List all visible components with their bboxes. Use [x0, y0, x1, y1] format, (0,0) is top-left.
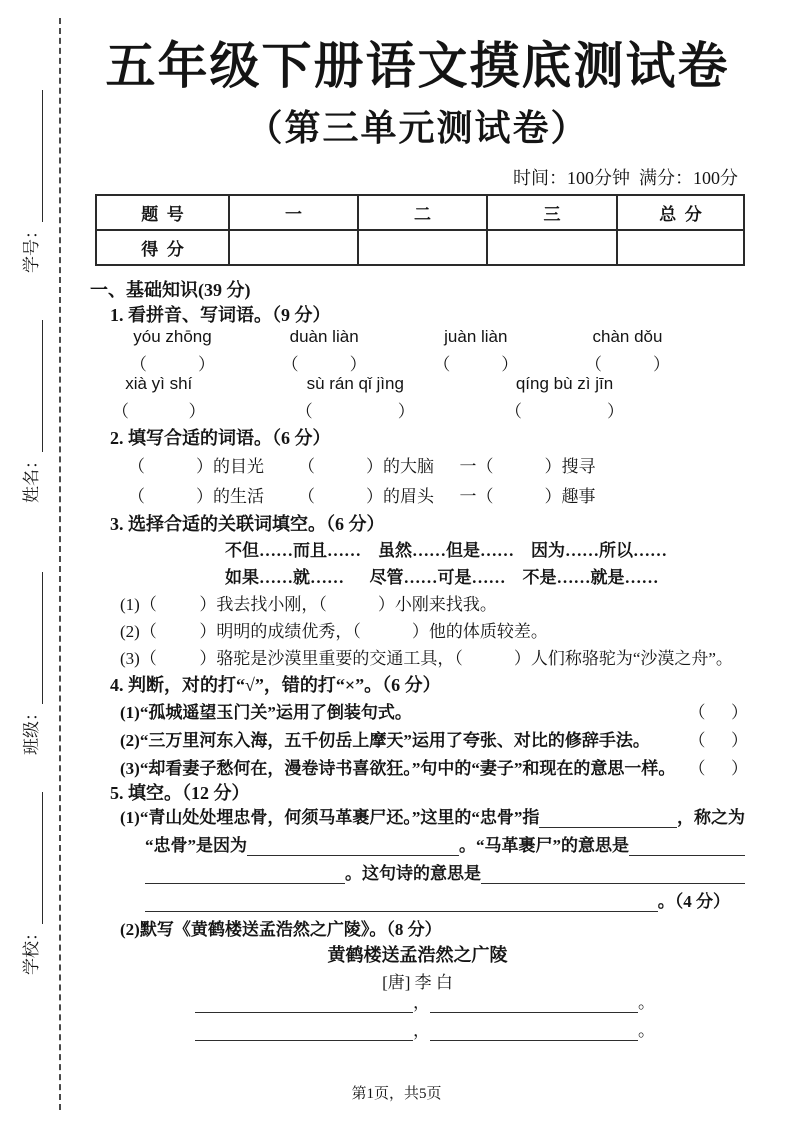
- q5-fill-line-3: [145, 859, 745, 884]
- fill-blank-underline: [481, 863, 745, 884]
- pinyin-item: [585, 327, 670, 375]
- student-number-blank-line: [24, 90, 43, 222]
- q4-item-text: (3)“却看妻子愁何在，漫卷诗书喜欲狂。”句中的“妻子”和现在的意思一样。: [120, 759, 676, 778]
- pinyin-text: qíng bù zì jīn: [515, 374, 614, 393]
- verse-comma: ，: [413, 993, 430, 1012]
- score-cell-part1: [229, 230, 358, 265]
- pinyin-text: sù rán qǐ jìng: [306, 374, 404, 393]
- word-bank-line-1: 不但……而且…… 虽然……但是…… 因为……所以……: [225, 541, 667, 560]
- q3-item-3: (3)（ ）骆驼是沙漠里重要的交通工具，（ ）人们称骆驼为“沙漠之舟”。: [120, 649, 733, 668]
- score-table-header-row: [96, 195, 744, 230]
- score-table-header-total: 总 分: [617, 195, 744, 230]
- verse-underline: [430, 992, 638, 1013]
- q5-fill-line-2: [145, 831, 745, 856]
- page-subtitle: （第三单元测试卷）: [246, 108, 589, 148]
- question-2-heading: 2. 填写合适的词语。（6 分）: [110, 428, 331, 448]
- school-label: 学校：: [22, 924, 41, 975]
- score-table-header-part1: 一: [229, 195, 358, 230]
- verse-blank-line-2: [195, 1016, 655, 1041]
- q4-item-3: [120, 754, 748, 779]
- q5-text-segment: 。“马革裹尸”的意思是: [459, 836, 629, 855]
- pinyin-text: xià yì shí: [125, 374, 193, 393]
- q3-item-2: (2)（ ）明明的成绩优秀，（ ）他的体质较差。: [120, 622, 548, 641]
- q5-text-segment: “忠骨”是因为: [145, 836, 247, 855]
- q4-answer-parens: （ ）: [688, 759, 748, 778]
- q4-answer-parens: （ ）: [688, 703, 748, 722]
- page-footer: 第1页，共5页: [351, 1086, 442, 1102]
- pinyin-item: [130, 327, 215, 375]
- score-cell-total: [617, 230, 744, 265]
- q4-item-text: (2)“三万里河东入海，五千仞岳上摩天”运用了夸张、对比的修辞手法。: [120, 731, 650, 750]
- pinyin-item: [433, 327, 518, 375]
- pinyin-answer-blank: （ ）: [112, 402, 206, 421]
- q4-item-1: [120, 698, 748, 723]
- pinyin-item: [282, 327, 367, 375]
- name-label: 姓名：: [22, 452, 41, 503]
- fill-blank-underline: [539, 807, 677, 828]
- class-blank-line: [24, 572, 43, 704]
- word-bank-line-2: 如果……就…… 尽管……可是…… 不是……就是……: [225, 568, 659, 587]
- q4-item-2: [120, 726, 748, 751]
- pinyin-text: duàn liàn: [289, 327, 359, 346]
- score-table: [95, 194, 745, 266]
- pinyin-item: [112, 374, 206, 422]
- poem-author: [唐] 李 白: [382, 973, 453, 992]
- fill-blank-underline: [145, 863, 345, 884]
- exam-time-score-meta: 时间：100分钟 满分：100分: [513, 168, 738, 188]
- sidebar-field-school: [0, 868, 126, 975]
- verse-period: 。: [638, 1021, 655, 1040]
- pinyin-row-2: [112, 374, 624, 422]
- pinyin-answer-blank: （ ）: [433, 355, 519, 374]
- verse-underline: [195, 1020, 413, 1041]
- pinyin-item: [505, 374, 624, 422]
- name-blank-line: [24, 320, 43, 452]
- score-table-header-part2: 二: [358, 195, 487, 230]
- verse-underline: [430, 1020, 638, 1041]
- pinyin-answer-blank: （ ）: [295, 402, 415, 421]
- verse-underline: [195, 992, 413, 1013]
- pinyin-answer-blank: （ ）: [505, 402, 624, 421]
- section-1-heading: 一、基础知识(39 分): [90, 280, 251, 300]
- pinyin-row-1: [130, 327, 670, 375]
- question-1-heading: 1. 看拼音、写词语。（9 分）: [110, 305, 331, 325]
- question-3-heading: 3. 选择合适的关联词填空。（6 分）: [110, 514, 385, 534]
- sidebar-field-name: [0, 396, 126, 503]
- page-title: 五年级下册语文摸底测试卷: [105, 38, 730, 94]
- q5-points-note: 。（4 分）: [657, 892, 730, 911]
- fill-blank-underline: [145, 891, 658, 912]
- class-label: 班级：: [22, 704, 41, 755]
- question-4-heading: 4. 判断，对的打“√”，错的打“×”。（6 分）: [110, 675, 441, 695]
- verse-comma: ，: [413, 1021, 430, 1040]
- score-table-header-question: 题 号: [96, 195, 229, 230]
- pinyin-item: [296, 374, 415, 422]
- q5-text-segment: 。这句诗的意思是: [345, 864, 481, 883]
- verse-blank-line-1: [195, 988, 655, 1013]
- pinyin-text: juàn liàn: [444, 327, 508, 346]
- q2-fill-row-2: （ ）的生活 （ ）的眉头 一（ ）趣事: [128, 487, 596, 506]
- school-blank-line: [24, 792, 43, 924]
- pinyin-text: yóu zhōng: [133, 327, 212, 346]
- score-table-header-part3: 三: [487, 195, 617, 230]
- sidebar-field-class: [0, 648, 126, 755]
- q3-item-1: (1)（ ）我去找小刚，（ ）小刚来找我。: [120, 595, 497, 614]
- poem-title: 黄鹤楼送孟浩然之广陵: [327, 945, 508, 965]
- fill-blank-underline: [247, 835, 459, 856]
- q5-text-segment: ，称之为: [677, 808, 745, 827]
- score-table-score-row: [96, 230, 744, 265]
- pinyin-answer-blank: （ ）: [281, 355, 367, 374]
- question-5-heading: 5. 填空。（12 分）: [110, 783, 250, 803]
- q5-fill-line-4: [145, 887, 730, 912]
- pinyin-answer-blank: （ ）: [584, 355, 670, 374]
- q5-text-segment: (1)“青山处处埋忠骨，何须马革裹尸还。”这里的“忠骨”指: [120, 808, 540, 827]
- score-cell-part2: [358, 230, 487, 265]
- verse-period: 。: [638, 993, 655, 1012]
- pinyin-answer-blank: （ ）: [130, 355, 215, 374]
- q4-item-text: (1)“孤城遥望玉门关”运用了倒装句式。: [120, 703, 412, 722]
- score-cell-part3: [487, 230, 617, 265]
- fill-blank-underline: [629, 835, 745, 856]
- pinyin-text: chàn dǒu: [592, 327, 663, 346]
- q5-fill-line-1: [120, 803, 745, 828]
- q2-fill-row-1: （ ）的目光 （ ）的大脑 一（ ）搜寻: [128, 457, 596, 476]
- q4-answer-parens: （ ）: [688, 731, 748, 750]
- score-label-cell: 得 分: [96, 230, 229, 265]
- q5-part2-heading: (2)默写《黄鹤楼送孟浩然之广陵》。（8 分）: [120, 920, 442, 939]
- student-number-label: 学号：: [22, 222, 41, 273]
